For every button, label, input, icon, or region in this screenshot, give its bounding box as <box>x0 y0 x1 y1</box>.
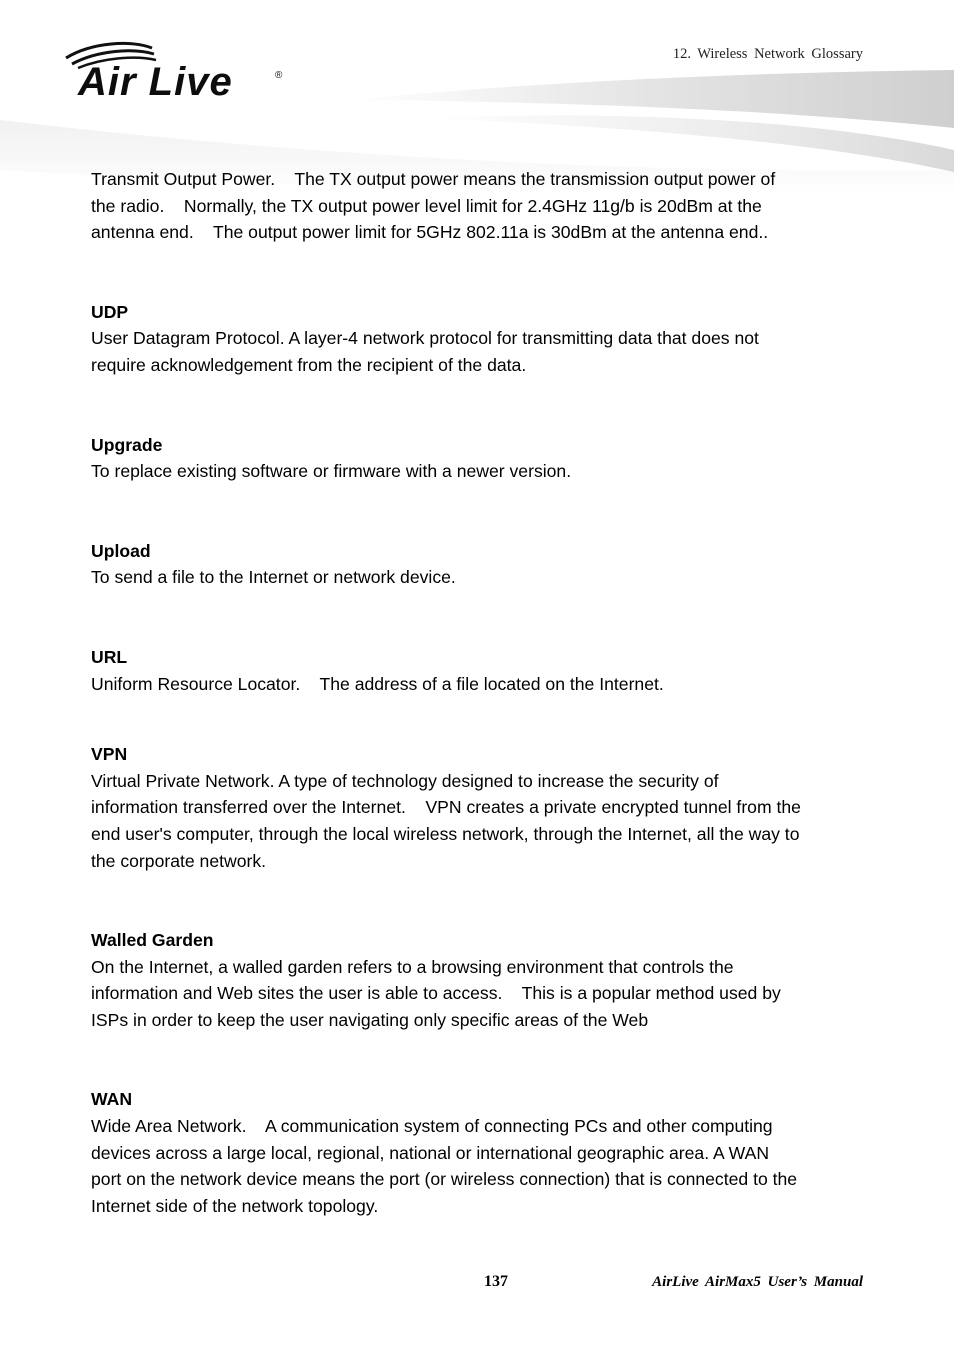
text-line: Wide Area Network. A communication system of connecting PCs and other computing <box>91 1116 773 1137</box>
text-line: Transmit Output Power. The TX output power means the transmission output power of <box>91 169 776 189</box>
glossary-entry-vpn <box>91 741 871 874</box>
text-line: port on the network device means the port (or wireless connection) that is connected to the <box>91 1169 798 1190</box>
glossary-entry-url <box>91 644 871 697</box>
text-line: To replace existing software or firmware with a newer version. <box>91 461 572 482</box>
intro-paragraph <box>91 166 871 246</box>
glossary-entry-upload <box>91 538 871 591</box>
entry-definition <box>91 671 871 698</box>
text-line: On the Internet, a walled garden refers to a browsing environment that controls the <box>91 956 734 977</box>
entry-term: Upload <box>91 540 151 561</box>
page-number: 137 <box>484 1273 508 1290</box>
text-line: end user's computer, through the local wireless network, through the Internet, all the way to <box>91 823 800 844</box>
text-line: User Datagram Protocol. A layer-4 network protocol for transmitting data that does not <box>91 328 759 349</box>
glossary-entry-wan <box>91 1086 871 1219</box>
text-line: information and Web sites the user is able to access. This is a popular method used by <box>91 983 781 1004</box>
chapter-title: 12. Wireless Network Glossary <box>672 46 863 62</box>
text-line: To send a file to the Internet or network device. <box>91 567 456 588</box>
entry-term: UDP <box>91 301 129 322</box>
airlive-logo <box>62 40 292 110</box>
entry-term: Upgrade <box>91 434 163 455</box>
text-line: ISPs in order to keep the user navigating only specific areas of the Web <box>91 1009 649 1030</box>
entry-definition <box>91 1113 871 1219</box>
entry-term: URL <box>91 646 128 667</box>
logo-registered-mark: ® <box>275 70 283 81</box>
text-line: require acknowledgement from the recipient of the data. <box>91 354 527 375</box>
glossary-entry-upgrade <box>91 432 871 485</box>
entry-definition <box>91 325 871 378</box>
text-line: antenna end. The output power limit for 5GHz 802.11a is 30dBm at the antenna end.. <box>91 222 769 243</box>
entry-term: WAN <box>91 1089 133 1110</box>
text-line: the radio. Normally, the TX output power level limit for 2.4GHz 11g/b is 20dBm at the <box>91 195 762 216</box>
glossary-content <box>91 166 871 1219</box>
manual-title: AirLive AirMax5 User’s Manual <box>652 1274 863 1290</box>
entry-definition <box>91 954 871 1034</box>
entry-term: VPN <box>91 744 128 765</box>
glossary-entry-walled-garden <box>91 927 871 1033</box>
entry-definition <box>91 458 871 485</box>
text-line: Virtual Private Network. A type of technology designed to increase the security of <box>91 770 719 791</box>
text-line: information transferred over the Internet. VPN creates a private encrypted tunnel from the <box>91 797 801 818</box>
entry-term: Walled Garden <box>91 930 214 951</box>
text-line: devices across a large local, regional, national or international geographic area. A WAN <box>91 1142 770 1163</box>
text-line: Internet side of the network topology. <box>91 1195 379 1216</box>
text-line: Uniform Resource Locator. The address of a file located on the Internet. <box>91 673 664 694</box>
entry-definition <box>91 768 871 874</box>
glossary-entry-udp <box>91 299 871 379</box>
logo-wordmark: Air Live <box>78 60 233 104</box>
entry-definition <box>91 564 871 591</box>
text-line: the corporate network. <box>91 850 267 871</box>
